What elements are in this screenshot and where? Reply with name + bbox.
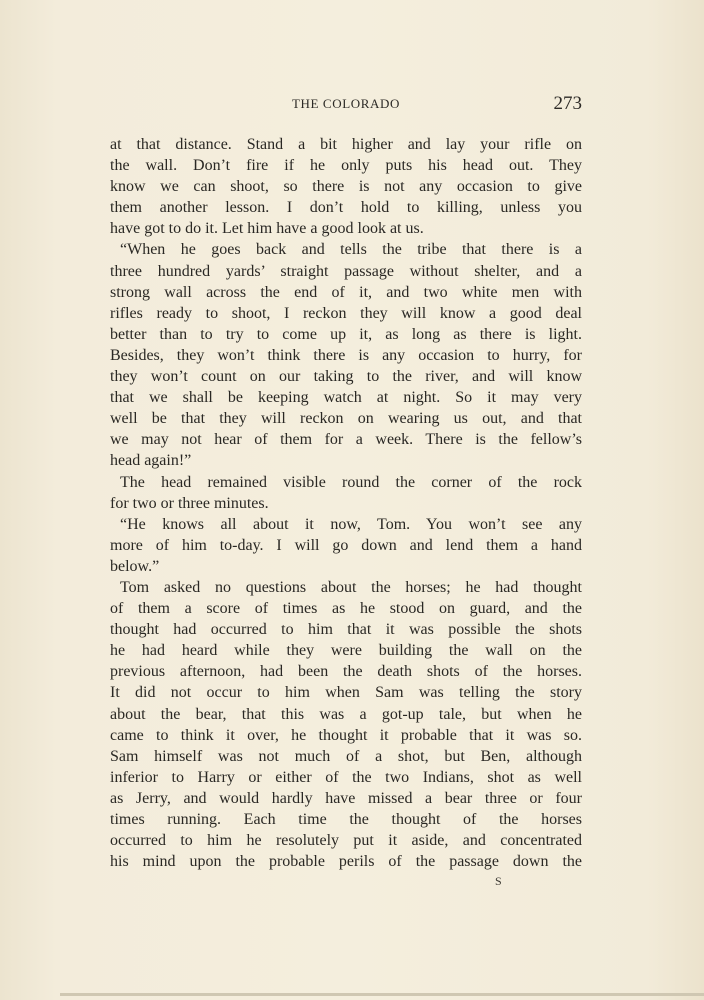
page-edge-shadow <box>60 993 704 996</box>
text-line: “When he goes back and tells the tribe that there is a <box>120 241 582 259</box>
text-line: more of him to-day. I will go down and lend them a hand <box>110 536 582 554</box>
text-line: have got to do it. Let him have a good look at us. <box>110 220 424 238</box>
text-line: know we can shoot, so there is not any occasion to give <box>110 178 582 196</box>
text-line: The head remained visible round the corner of the rock <box>120 473 582 491</box>
body-text <box>110 134 582 872</box>
running-title: THE COLORADO <box>292 96 400 111</box>
signature-mark: S <box>495 874 502 888</box>
text-line: thought had occurred to him that it was possible the shots <box>110 621 582 639</box>
text-line: Besides, they won’t think there is any occasion to hurry, for <box>110 346 582 364</box>
text-line: we may not hear of them for a week. There is the fellow’s <box>110 431 582 449</box>
text-line: Sam himself was not much of a shot, but Ben, although <box>110 747 582 765</box>
text-line: occurred to him he resolutely put it aside, and concentrated <box>110 832 582 850</box>
text-line: previous afternoon, had been the death shots of the horses. <box>110 663 582 681</box>
text-line: at that distance. Stand a bit higher and lay your rifle on <box>110 136 582 153</box>
text-line: they won’t count on our taking to the river, and will know <box>110 368 582 386</box>
text-line: strong wall across the end of it, and two white men with <box>110 283 582 301</box>
text-line: well be that they will reckon on wearing us out, and that <box>110 410 582 428</box>
text-line: that we shall be keeping watch at night. So it may very <box>110 389 582 407</box>
text-line: his mind upon the probable perils of the passage down the <box>110 853 582 871</box>
running-head <box>110 93 582 117</box>
text-line: as Jerry, and would hardly have missed a bear three or four <box>110 789 582 807</box>
text-line: “He knows all about it now, Tom. You won’t see any <box>120 515 582 533</box>
text-line: came to think it over, he thought it probable that it was so. <box>110 726 582 744</box>
text-line: Tom asked no questions about the horses; he had thought <box>120 578 582 596</box>
text-line: rifles ready to shoot, I reckon they will know a good deal <box>110 304 582 322</box>
page-number: 273 <box>553 93 582 114</box>
text-line: below.” <box>110 557 160 575</box>
text-line: better than to try to come up it, as long as there is light. <box>110 325 582 343</box>
text-line: he had heard while they were building the wall on the <box>110 642 582 660</box>
text-line: for two or three minutes. <box>110 494 269 512</box>
text-line: about the bear, that this was a got-up tale, but when he <box>110 705 582 723</box>
text-line: the wall. Don’t fire if he only puts his head out. They <box>110 157 582 175</box>
text-line: them another lesson. I don’t hold to killing, unless you <box>110 199 582 217</box>
text-line: head again!” <box>110 452 192 470</box>
text-line: It did not occur to him when Sam was telling the story <box>110 684 582 702</box>
text-line: of them a score of times as he stood on guard, and the <box>110 600 582 618</box>
text-line: times running. Each time the thought of the horses <box>110 811 582 828</box>
text-line: inferior to Harry or either of the two Indians, shot as well <box>110 768 582 786</box>
text-line: three hundred yards’ straight passage without shelter, and a <box>110 262 582 280</box>
